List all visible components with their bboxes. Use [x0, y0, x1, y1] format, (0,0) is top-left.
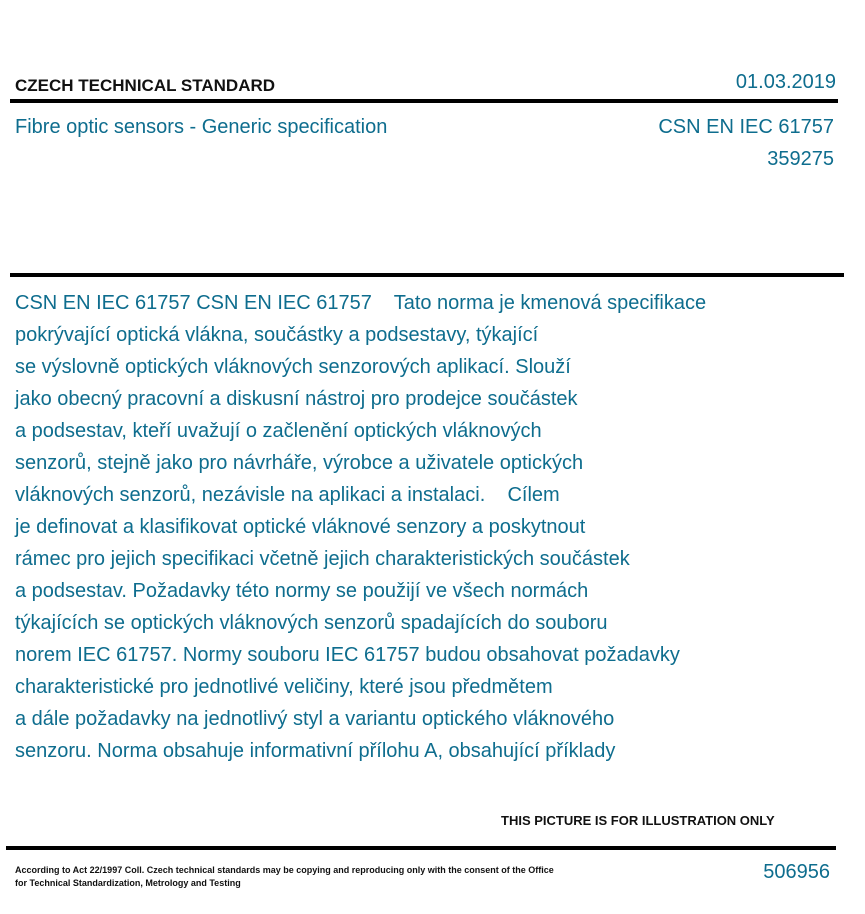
legal-notice-line: According to Act 22/1997 Coll. Czech technical standards may be copying and reproducing only with the consent of the Office [15, 865, 554, 875]
body-line: pokrývající optická vlákna, součástky a podsestavy, týkající [15, 324, 539, 346]
body-line: a podsestav. Požadavky této normy se použijí ve všech normách [15, 580, 589, 602]
body-line: senzorů, stejně jako pro návrháře, výrobce a uživatele optických [15, 452, 584, 474]
body-line: senzoru. Norma obsahuje informativní přílohu A, obsahující příklady [15, 740, 616, 762]
catalog-number: 359275 [767, 148, 834, 170]
body-line: norem IEC 61757. Normy souboru IEC 61757 budou obsahovat požadavky [15, 644, 680, 666]
body-line: a dále požadavky na jednotlivý styl a variantu optického vláknového [15, 708, 615, 730]
standard-date: 01.03.2019 [735, 71, 836, 93]
body-line: je definovat a klasifikovat optické vláknové senzory a poskytnout [15, 516, 586, 538]
section-rule [10, 273, 844, 277]
illustration-note: THIS PICTURE IS FOR ILLUSTRATION ONLY [501, 813, 775, 828]
body-line: rámec pro jejich specifikaci včetně jejich charakteristických součástek [15, 548, 630, 570]
header-rule [10, 99, 838, 103]
document-id: 506956 [763, 861, 830, 883]
footer-rule [6, 846, 836, 850]
body-line: CSN EN IEC 61757 CSN EN IEC 61757 Tato norma je kmenová specifikace [15, 292, 707, 314]
body-line: jako obecný pracovní a diskusní nástroj pro prodejce součástek [15, 388, 578, 410]
body-line: charakteristické pro jednotlivé veličiny, které jsou předmětem [15, 676, 553, 698]
standard-code: CSN EN IEC 61757 [658, 116, 834, 138]
standard-label: CZECH TECHNICAL STANDARD [15, 76, 276, 95]
legal-notice-line: for Technical Standardization, Metrology and Testing [15, 878, 241, 888]
standard-title: Fibre optic sensors - Generic specification [15, 116, 388, 138]
body-line: a podsestav, kteří uvažují o začlenění optických vláknových [15, 420, 542, 442]
body-line: vláknových senzorů, nezávisle na aplikaci a instalaci. Cílem [15, 484, 560, 506]
legal-notice [15, 864, 554, 890]
body-line: se výslovně optických vláknových senzorových aplikací. Slouží [15, 356, 571, 378]
body-line: týkajících se optických vláknových senzorů spadajících do souboru [15, 612, 608, 634]
